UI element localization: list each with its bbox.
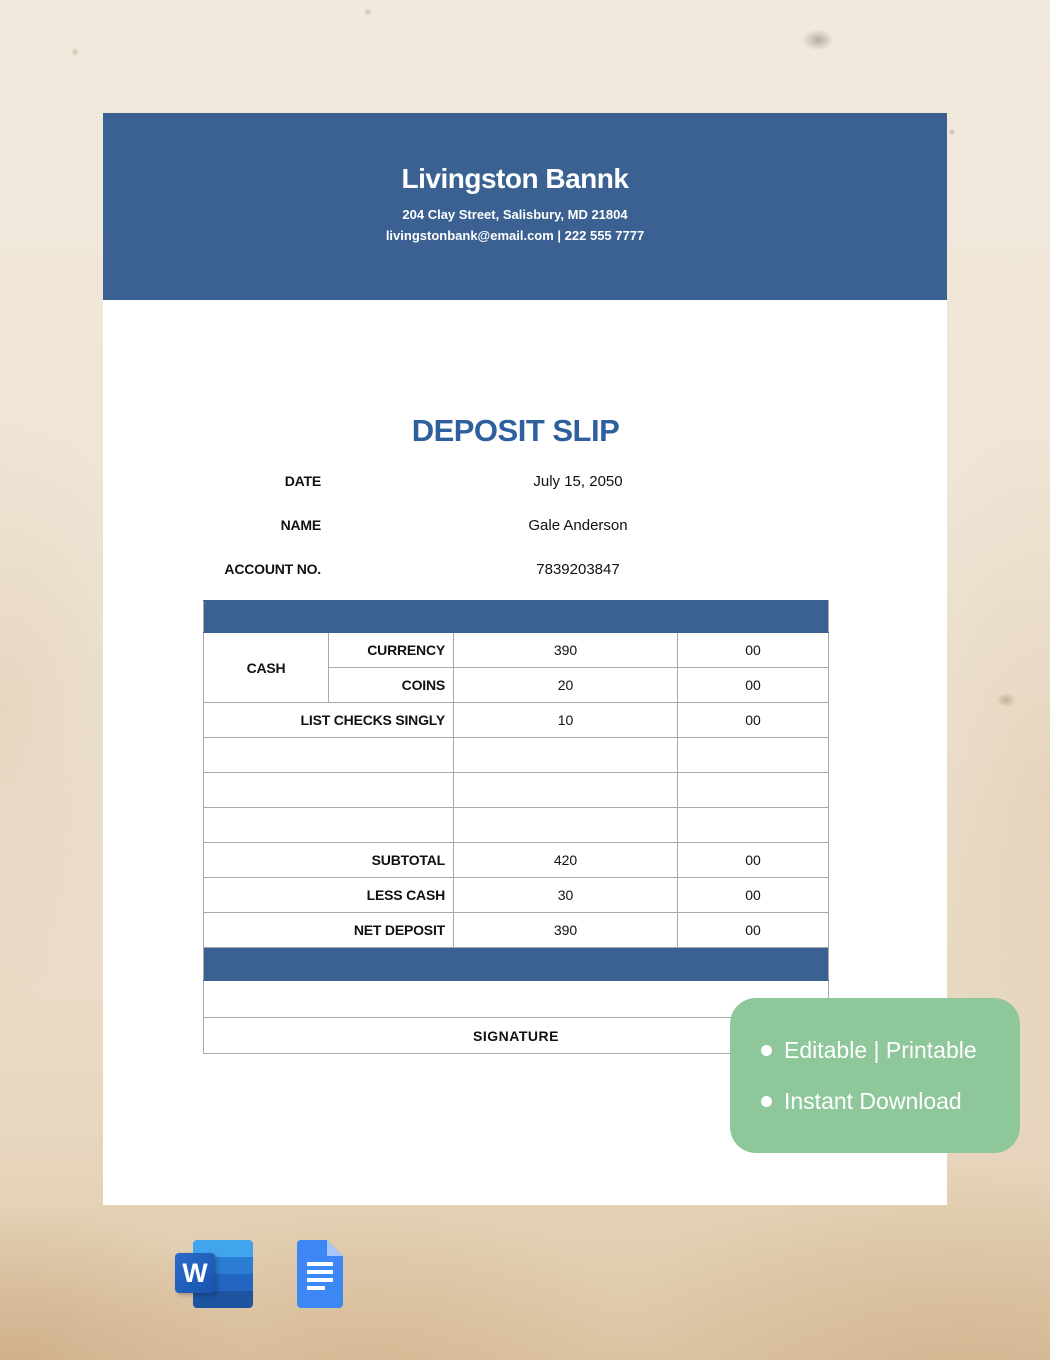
name-value: Gale Anderson (528, 517, 628, 534)
coins-label-cell: COINS (329, 668, 454, 703)
promo-badge (730, 998, 1020, 1153)
name-label: NAME (280, 517, 321, 533)
table-row-empty-2 (204, 773, 829, 808)
table-row-currency (204, 633, 829, 668)
word-letter-square (175, 1253, 215, 1293)
coins-cents-cell: 00 (678, 668, 829, 703)
empty-label-cell (204, 738, 454, 773)
date-value: July 15, 2050 (533, 473, 623, 490)
net-deposit-label-cell: NET DEPOSIT (204, 913, 454, 948)
badge-item-editable-printable (761, 1037, 1020, 1064)
deposit-table (203, 600, 829, 1054)
empty-cents-cell (678, 738, 829, 773)
checks-amount-cell: 10 (454, 703, 678, 738)
empty-amount-cell (454, 773, 678, 808)
cash-label-cell: CASH (204, 633, 329, 703)
bank-contact: livingstonbank@email.com | 222 555 7777 (385, 228, 645, 243)
table-row-net-deposit (204, 913, 829, 948)
table-header-bar-cell (204, 601, 829, 633)
document-text-lines (307, 1262, 333, 1294)
page-title: DEPOSIT SLIP (411, 413, 620, 448)
empty-amount-cell (454, 808, 678, 843)
signature-label-cell: SIGNATURE (204, 1018, 829, 1054)
table-row-subtotal (204, 843, 829, 878)
ms-word-icon[interactable] (175, 1240, 255, 1308)
currency-cents-cell: 00 (678, 633, 829, 668)
info-row-account (103, 561, 947, 583)
currency-label-cell: CURRENCY (329, 633, 454, 668)
badge-item-instant-download (761, 1088, 1020, 1115)
badge-item-label: Editable | Printable (784, 1036, 977, 1063)
checks-label-cell: LIST CHECKS SINGLY (204, 703, 454, 738)
net-deposit-amount-cell: 390 (454, 913, 678, 948)
bank-name: Livingston Bannk (401, 163, 629, 194)
table-footer-bar-cell (204, 948, 829, 981)
less-cash-amount-cell: 30 (454, 878, 678, 913)
bullet-icon (761, 1096, 772, 1107)
subtotal-amount-cell: 420 (454, 843, 678, 878)
table-row-empty-3 (204, 808, 829, 843)
empty-label-cell (204, 808, 454, 843)
badge-item-label: Instant Download (784, 1087, 962, 1114)
account-label: ACCOUNT NO. (224, 561, 321, 577)
empty-amount-cell (454, 738, 678, 773)
less-cash-label-cell: LESS CASH (204, 878, 454, 913)
currency-amount-cell: 390 (454, 633, 678, 668)
empty-cents-cell (678, 808, 829, 843)
table-footer-bar (204, 948, 829, 981)
table-row-empty-1 (204, 738, 829, 773)
account-value: 7839203847 (536, 561, 620, 578)
info-row-date (103, 473, 947, 495)
word-letter: W (182, 1257, 208, 1288)
date-label: DATE (284, 473, 321, 489)
folded-corner (327, 1240, 343, 1256)
empty-label-cell (204, 773, 454, 808)
info-row-name (103, 517, 947, 539)
bank-header (103, 113, 947, 300)
subtotal-cents-cell: 00 (678, 843, 829, 878)
table-row-less-cash (204, 878, 829, 913)
subtotal-label-cell: SUBTOTAL (204, 843, 454, 878)
bullet-icon (761, 1045, 772, 1056)
checks-cents-cell: 00 (678, 703, 829, 738)
table-row-checks (204, 703, 829, 738)
google-docs-icon[interactable] (297, 1240, 343, 1308)
empty-cents-cell (678, 773, 829, 808)
net-deposit-cents-cell: 00 (678, 913, 829, 948)
bank-address: 204 Clay Street, Salisbury, MD 21804 (402, 207, 628, 222)
less-cash-cents-cell: 00 (678, 878, 829, 913)
coins-amount-cell: 20 (454, 668, 678, 703)
table-header-bar (204, 601, 829, 633)
